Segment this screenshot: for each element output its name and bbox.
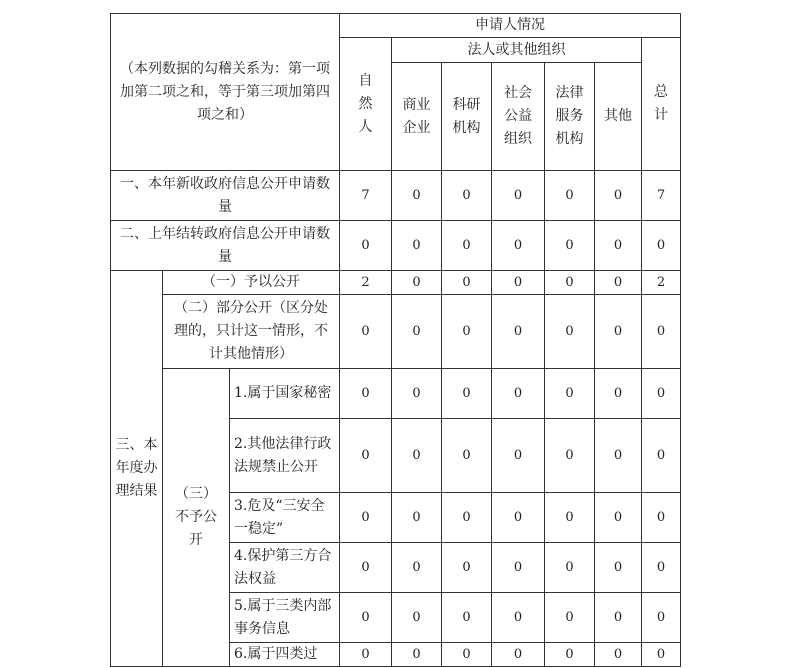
value-cell: 0 bbox=[545, 493, 595, 543]
value-cell: 0 bbox=[595, 271, 642, 295]
value-cell: 0 bbox=[545, 543, 595, 593]
value-cell: 0 bbox=[492, 419, 545, 493]
legal-org-header: 法人或其他组织 bbox=[392, 38, 642, 63]
value-cell: 0 bbox=[642, 295, 681, 369]
not-disclosed-group-label: （三）不予公开 bbox=[163, 369, 230, 667]
value-cell: 0 bbox=[442, 271, 492, 295]
value-cell: 0 bbox=[442, 543, 492, 593]
value-cell: 0 bbox=[392, 171, 442, 221]
value-cell: 0 bbox=[642, 543, 681, 593]
value-cell: 0 bbox=[595, 493, 642, 543]
value-cell: 2 bbox=[340, 271, 392, 295]
value-cell: 0 bbox=[492, 543, 545, 593]
sub-header-other: 其他 bbox=[595, 63, 642, 171]
value-cell: 0 bbox=[340, 643, 392, 667]
value-cell: 0 bbox=[595, 369, 642, 419]
value-cell: 0 bbox=[392, 419, 442, 493]
value-cell: 0 bbox=[492, 171, 545, 221]
value-cell: 0 bbox=[595, 543, 642, 593]
value-cell: 0 bbox=[392, 543, 442, 593]
sub-header-research: 科研机构 bbox=[442, 63, 492, 171]
value-cell: 0 bbox=[545, 221, 595, 271]
row-label-disclosed: （一）予以公开 bbox=[163, 271, 340, 295]
row-label-carried-over: 二、上年结转政府信息公开申请数量 bbox=[111, 221, 340, 271]
value-cell: 0 bbox=[340, 593, 392, 643]
value-cell: 0 bbox=[595, 295, 642, 369]
value-cell: 0 bbox=[545, 643, 595, 667]
value-cell: 0 bbox=[545, 271, 595, 295]
value-cell: 0 bbox=[392, 295, 442, 369]
row-label-partial: （二）部分公开（区分处理的，只计这一情形，不计其他情形） bbox=[163, 295, 340, 369]
value-cell: 0 bbox=[442, 643, 492, 667]
value-cell: 0 bbox=[392, 221, 442, 271]
table-row bbox=[111, 221, 681, 271]
value-cell: 7 bbox=[340, 171, 392, 221]
value-cell: 0 bbox=[642, 221, 681, 271]
table-row bbox=[111, 171, 681, 221]
value-cell: 0 bbox=[545, 295, 595, 369]
value-cell: 0 bbox=[442, 221, 492, 271]
value-cell: 0 bbox=[442, 295, 492, 369]
value-cell: 0 bbox=[442, 369, 492, 419]
table-row bbox=[111, 271, 681, 295]
value-cell: 0 bbox=[595, 643, 642, 667]
value-cell: 0 bbox=[340, 221, 392, 271]
value-cell: 0 bbox=[642, 593, 681, 643]
relationship-note-header: （本列数据的勾稽关系为：第一项加第二项之和，等于第三项加第四项之和） bbox=[111, 14, 340, 171]
value-cell: 0 bbox=[595, 419, 642, 493]
row-label-reason: 5.属于三类内部事务信息 bbox=[230, 593, 340, 643]
value-cell: 0 bbox=[340, 543, 392, 593]
row-label-reason: 4.保护第三方合法权益 bbox=[230, 543, 340, 593]
row-label-reason: 3.危及“三安全一稳定” bbox=[230, 493, 340, 543]
value-cell: 0 bbox=[545, 369, 595, 419]
value-cell: 0 bbox=[392, 593, 442, 643]
disclosure-statistics-table bbox=[110, 13, 681, 667]
value-cell: 0 bbox=[545, 419, 595, 493]
sub-header-legal-service: 法律服务机构 bbox=[545, 63, 595, 171]
value-cell: 0 bbox=[340, 369, 392, 419]
value-cell: 0 bbox=[642, 493, 681, 543]
value-cell: 0 bbox=[492, 493, 545, 543]
result-group-label: 三、本年度办理结果 bbox=[111, 271, 163, 667]
value-cell: 0 bbox=[340, 419, 392, 493]
value-cell: 0 bbox=[545, 593, 595, 643]
value-cell: 0 bbox=[595, 593, 642, 643]
value-cell: 0 bbox=[392, 643, 442, 667]
value-cell: 0 bbox=[492, 295, 545, 369]
value-cell: 0 bbox=[442, 419, 492, 493]
value-cell: 0 bbox=[595, 221, 642, 271]
sub-header-public-welfare: 社会公益组织 bbox=[492, 63, 545, 171]
table-row bbox=[111, 295, 681, 369]
value-cell: 0 bbox=[595, 171, 642, 221]
value-cell: 0 bbox=[492, 593, 545, 643]
value-cell: 0 bbox=[340, 295, 392, 369]
natural-person-header: 自然人 bbox=[340, 38, 392, 171]
row-label-reason: 2.其他法律行政法规禁止公开 bbox=[230, 419, 340, 493]
row-label-reason: 1.属于国家秘密 bbox=[230, 369, 340, 419]
value-cell: 0 bbox=[392, 271, 442, 295]
total-header: 总计 bbox=[642, 38, 681, 171]
value-cell: 0 bbox=[492, 271, 545, 295]
value-cell: 0 bbox=[545, 171, 595, 221]
value-cell: 0 bbox=[642, 419, 681, 493]
value-cell: 0 bbox=[492, 643, 545, 667]
value-cell: 0 bbox=[392, 369, 442, 419]
applicant-header: 申请人情况 bbox=[340, 14, 681, 38]
value-cell: 0 bbox=[492, 369, 545, 419]
value-cell: 0 bbox=[492, 221, 545, 271]
value-cell: 7 bbox=[642, 171, 681, 221]
value-cell: 2 bbox=[642, 271, 681, 295]
table-row bbox=[111, 369, 681, 419]
value-cell: 0 bbox=[442, 171, 492, 221]
value-cell: 0 bbox=[392, 493, 442, 543]
value-cell: 0 bbox=[642, 643, 681, 667]
value-cell: 0 bbox=[340, 493, 392, 543]
value-cell: 0 bbox=[442, 593, 492, 643]
sub-header-business: 商业企业 bbox=[392, 63, 442, 171]
value-cell: 0 bbox=[642, 369, 681, 419]
row-label-reason: 6.属于四类过 bbox=[230, 643, 340, 667]
row-label-new-requests: 一、本年新收政府信息公开申请数量 bbox=[111, 171, 340, 221]
value-cell: 0 bbox=[442, 493, 492, 543]
